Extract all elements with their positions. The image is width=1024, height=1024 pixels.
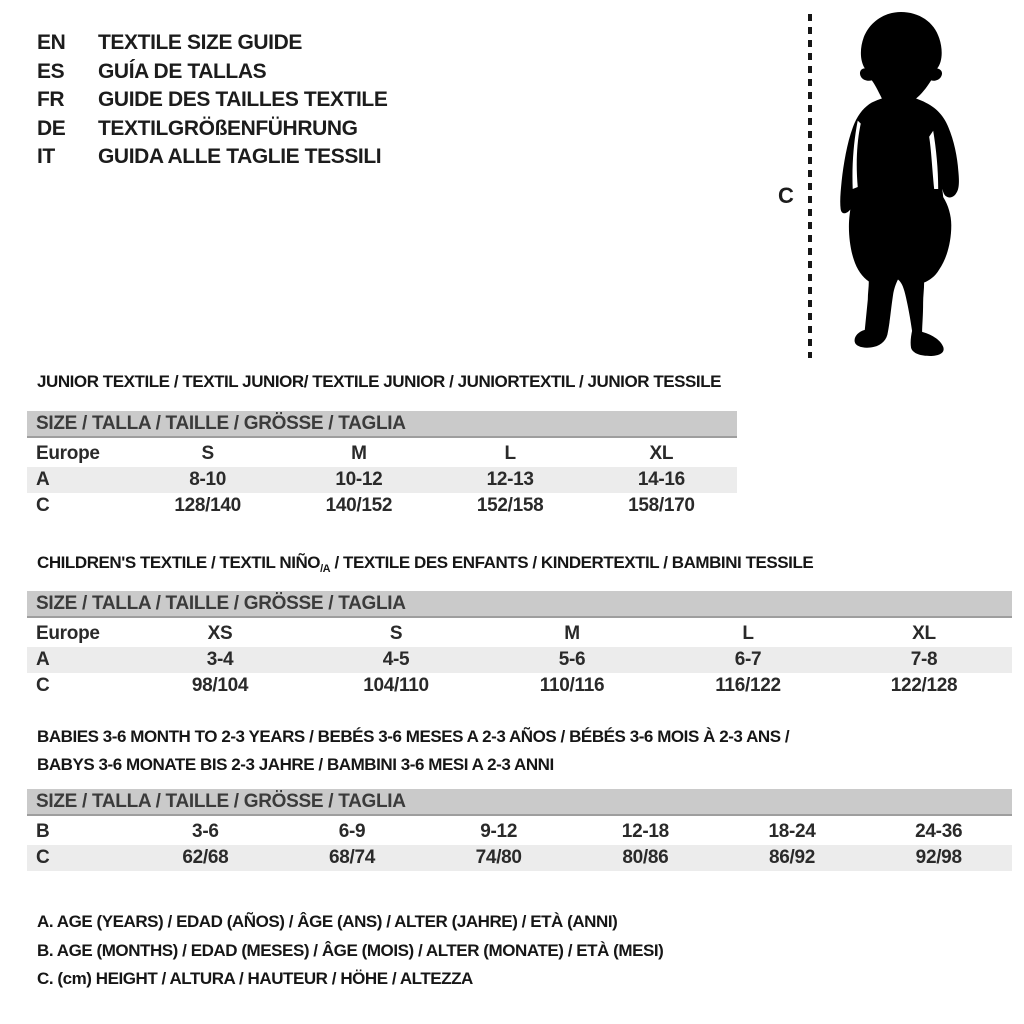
babies-size-table bbox=[27, 789, 1012, 871]
row-label: Europe bbox=[36, 623, 100, 644]
language-code: IT bbox=[37, 145, 55, 168]
table-cell: 10-12 bbox=[335, 469, 383, 490]
section-title-text: / TEXTILE DES ENFANTS / KINDERTEXTIL / BAMBINI TESSILE bbox=[330, 553, 814, 572]
size-header-bar: SIZE / TALLA / TAILLE / GRÖSSE / TAGLIA bbox=[27, 789, 1012, 816]
table-row bbox=[27, 647, 1012, 673]
table-row bbox=[27, 493, 737, 519]
language-code: DE bbox=[37, 116, 66, 140]
table-cell: 3-4 bbox=[206, 649, 234, 670]
table-header-cell: M bbox=[351, 443, 367, 464]
table-cell: 12-18 bbox=[621, 821, 669, 842]
footnote-age-months: B. AGE (MONTHS) / EDAD (MESES) / ÂGE (MOIS) / ALTER (MONATE) / ETÀ (MESI) bbox=[37, 940, 664, 960]
table-cell: 98/104 bbox=[191, 675, 249, 696]
section-title-children bbox=[37, 549, 813, 579]
table-cell: 14-16 bbox=[637, 469, 685, 490]
table-cell: 6-9 bbox=[338, 821, 366, 842]
section-title-subscript: /A bbox=[320, 563, 331, 575]
table-cell: 7-8 bbox=[910, 649, 938, 670]
row-label: A bbox=[36, 649, 50, 670]
table-cell: 24-36 bbox=[915, 821, 963, 842]
table-cell: 74/80 bbox=[475, 847, 522, 868]
row-label: Europe bbox=[36, 443, 100, 464]
row-label: C bbox=[36, 495, 50, 516]
height-measure-dashed-line bbox=[808, 14, 812, 358]
junior-size-table bbox=[27, 411, 737, 519]
table-cell: 6-7 bbox=[734, 649, 762, 670]
table-cell: 12-13 bbox=[486, 469, 534, 490]
table-cell: 3-6 bbox=[192, 821, 219, 842]
table-cell: 18-24 bbox=[768, 821, 816, 842]
guide-title: GUÍA DE TALLAS bbox=[98, 59, 267, 83]
list-item bbox=[37, 29, 387, 58]
section-title-babies bbox=[37, 723, 789, 779]
row-label: A bbox=[36, 469, 50, 490]
language-code: EN bbox=[37, 31, 66, 54]
children-size-table bbox=[27, 591, 1012, 699]
row-label: C bbox=[36, 675, 50, 696]
section-title-line1: BABIES 3-6 MONTH TO 2-3 YEARS / BEBÉS 3-6 MESES A 2-3 AÑOS / BÉBÉS 3-6 MOIS À 2-3 ANS / bbox=[37, 727, 790, 746]
table-header-cell: XL bbox=[912, 623, 936, 644]
table-cell: 110/116 bbox=[539, 675, 605, 696]
table-cell: 92/98 bbox=[915, 847, 962, 868]
table-row bbox=[27, 819, 1012, 845]
table-cell: 8-10 bbox=[189, 469, 227, 490]
language-title-list bbox=[37, 29, 387, 172]
table-cell: 152/158 bbox=[476, 495, 544, 516]
table-row bbox=[27, 467, 737, 493]
footnote-height-cm: C. (cm) HEIGHT / ALTURA / HAUTEUR / HÖHE / ALTEZZA bbox=[37, 969, 473, 988]
height-measure-label: C bbox=[778, 183, 794, 208]
table-header-cell: L bbox=[504, 443, 516, 464]
guide-title: TEXTILGRÖßENFÜHRUNG bbox=[98, 116, 358, 140]
table-cell: 5-6 bbox=[558, 649, 586, 670]
table-cell: 128/140 bbox=[174, 495, 241, 516]
language-code: ES bbox=[37, 59, 65, 83]
section-title-line2: BABYS 3-6 MONATE BIS 2-3 JAHRE / BAMBINI 3-6 MESI A 2-3 ANNI bbox=[37, 755, 554, 774]
list-item bbox=[37, 58, 387, 87]
table-cell: 122/128 bbox=[890, 675, 958, 696]
list-item bbox=[37, 115, 387, 144]
table-header-cell: XL bbox=[649, 443, 674, 464]
footnote-age-years: A. AGE (YEARS) / EDAD (AÑOS) / ÂGE (ANS) / ALTER (JAHRE) / ETÀ (ANNI) bbox=[37, 912, 618, 931]
size-header-bar: SIZE / TALLA / TAILLE / GRÖSSE / TAGLIA bbox=[27, 591, 1012, 618]
language-code: FR bbox=[37, 88, 65, 111]
table-cell: 9-12 bbox=[480, 821, 518, 842]
table-cell: 158/170 bbox=[628, 495, 695, 516]
table-header-cell: XS bbox=[207, 623, 233, 644]
table-cell: 62/68 bbox=[182, 847, 229, 868]
table-cell: 116/122 bbox=[715, 675, 781, 696]
table-cell: 68/74 bbox=[328, 847, 376, 868]
legend-footnotes bbox=[37, 908, 663, 994]
table-row bbox=[27, 845, 1012, 871]
table-cell: 80/86 bbox=[622, 847, 669, 868]
guide-title: GUIDE DES TAILLES TEXTILE bbox=[98, 88, 388, 111]
guide-title: TEXTILE SIZE GUIDE bbox=[98, 31, 302, 54]
section-title-text: JUNIOR TEXTILE / TEXTIL JUNIOR/ TEXTILE JUNIOR / JUNIORTEXTIL / JUNIOR TESSILE bbox=[37, 372, 722, 391]
toddler-silhouette-icon bbox=[824, 10, 980, 360]
table-header-cell: L bbox=[742, 623, 754, 644]
table-header-cell: S bbox=[201, 443, 214, 464]
table-cell: 140/152 bbox=[325, 495, 393, 516]
table-row bbox=[27, 621, 1012, 647]
table-header-cell: S bbox=[389, 623, 403, 644]
guide-title: GUIDA ALLE TAGLIE TESSILI bbox=[98, 145, 382, 168]
table-row bbox=[27, 441, 737, 467]
section-title-junior bbox=[37, 368, 721, 396]
row-label: B bbox=[36, 821, 50, 842]
list-item bbox=[37, 143, 387, 172]
list-item bbox=[37, 86, 387, 115]
table-cell: 4-5 bbox=[382, 649, 410, 670]
table-cell: 104/110 bbox=[363, 675, 429, 696]
table-cell: 86/92 bbox=[769, 847, 816, 868]
table-row bbox=[27, 673, 1012, 699]
table-header-cell: M bbox=[564, 623, 580, 644]
section-title-text: CHILDREN'S TEXTILE / TEXTIL NIÑO bbox=[37, 553, 321, 572]
size-header-bar: SIZE / TALLA / TAILLE / GRÖSSE / TAGLIA bbox=[27, 411, 737, 438]
row-label: C bbox=[36, 847, 50, 868]
